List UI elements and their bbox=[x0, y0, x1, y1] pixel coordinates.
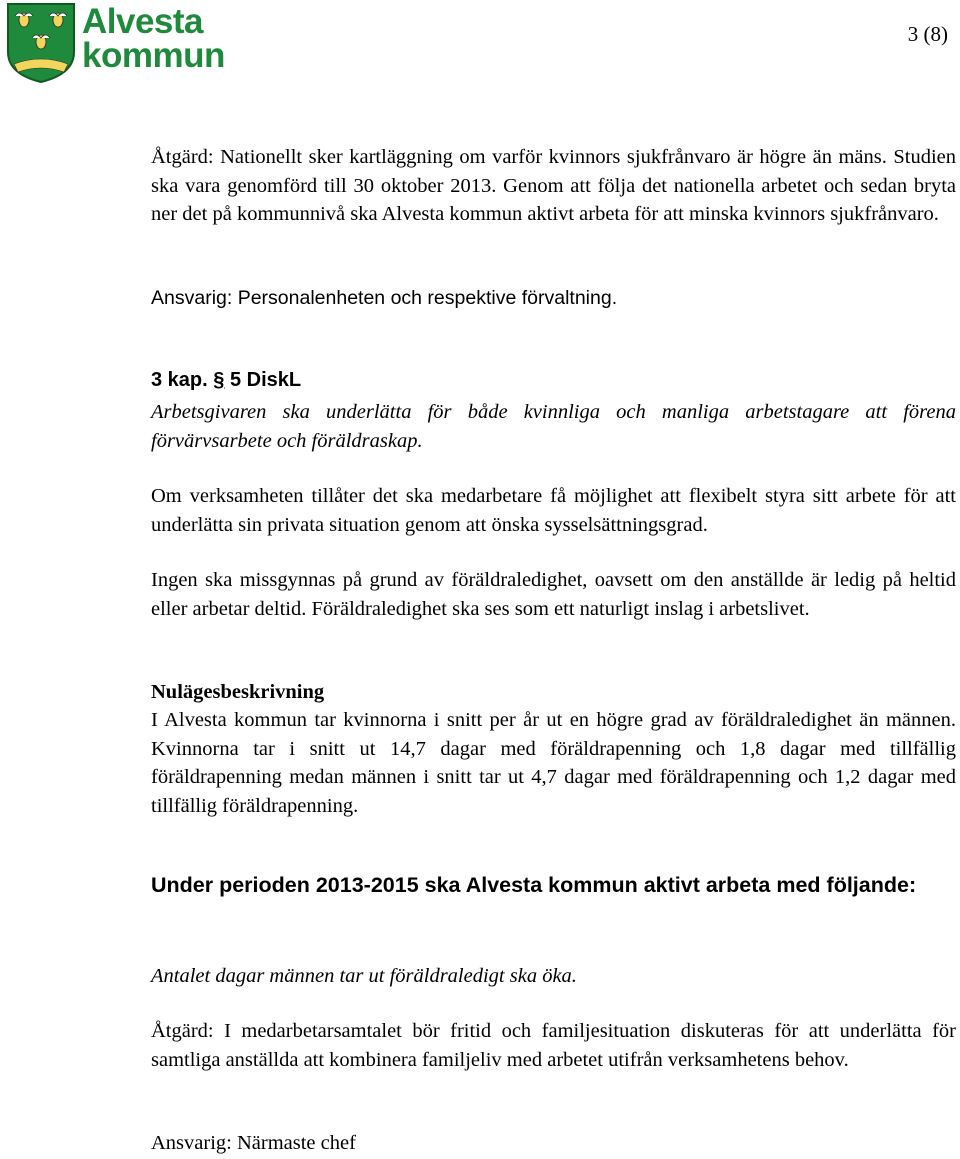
section-heading-law: 5 DiskL bbox=[229, 369, 302, 391]
logo-text-kommun: kommun bbox=[82, 36, 225, 75]
law-text: Arbetsgivaren ska underlätta för både kvinnliga och manliga arbetstagare att förena förvärvsarbete och föräldraskap. bbox=[151, 401, 956, 452]
section-heading bbox=[151, 366, 956, 395]
action-paragraph-1: Åtgärd: Nationellt sker kartläggning om varför kvinnors sjukfrånvaro är högre än mäns. Studien ska vara genomförd till 30 oktober 2013. Genom att följa det nationella arbetet och sedan bryta ner det på kommunnivå ska Alvesta kommun aktivt arbeta för att minska kvinnors sjukfrånvaro. bbox=[151, 146, 956, 225]
period-heading: Under perioden 2013-2015 ska Alvesta kommun aktivt arbeta med följande: bbox=[151, 873, 917, 897]
status-heading: Nulägesbeskrivning bbox=[151, 681, 325, 703]
goal-statement: Antalet dagar männen tar ut föräldraledigt ska öka. bbox=[151, 965, 577, 987]
parental-leave-paragraph: Ingen ska missgynnas på grund av föräldraledighet, oavsett om den anställde är ledig på heltid eller arbetar deltid. Föräldraledighet ska ses som ett naturligt inslag i arbetslivet. bbox=[151, 569, 956, 620]
section-symbol: § bbox=[213, 369, 225, 391]
logo-text-alvesta: Alvesta bbox=[82, 2, 204, 41]
status-paragraph: I Alvesta kommun tar kvinnorna i snitt per år ut en högre grad av föräldraledighet än männen. Kvinnorna tar i snitt ut 14,7 dagar med föräldrapenning och 1,8 dagar med tillfällig föräldrapenning medan männen i snitt tar ut 4,7 dagar med föräldrapenning och 1,2 dagar med tillfällig föräldrapenning. bbox=[151, 709, 956, 817]
responsible-paragraph-2: Ansvarig: Närmaste chef bbox=[151, 1132, 356, 1154]
flex-paragraph: Om verksamheten tillåter det ska medarbetare få möjlighet att flexibelt styra sitt arbete för att underlätta sin privata situation genom att önska sysselsättningsgrad. bbox=[151, 485, 956, 536]
page-number: 3 (8) bbox=[907, 22, 948, 46]
responsible-paragraph-1: Ansvarig: Personalenheten och respektive förvaltning. bbox=[151, 287, 618, 309]
section-heading-chapter: 3 kap. bbox=[151, 369, 208, 391]
action-paragraph-2: Åtgärd: I medarbetarsamtalet bör fritid och familjesituation diskuteras för att underlätta för samtliga anställda att kombinera familjeliv med arbetet utifrån verksamhetens behov. bbox=[151, 1020, 956, 1071]
coat-of-arms-icon bbox=[6, 2, 76, 84]
alvesta-kommun-logo bbox=[6, 2, 225, 84]
